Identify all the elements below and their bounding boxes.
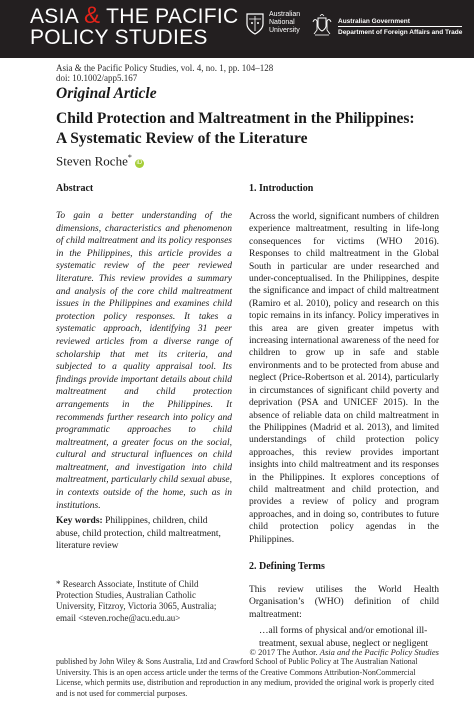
citation-doi: doi: 10.1002/app5.167	[56, 73, 138, 83]
anu-wordmark	[269, 11, 300, 35]
left-column	[56, 183, 232, 553]
department-name: Department of Foreign Affairs and Trade	[338, 26, 462, 37]
author-footnote-marker: *	[127, 153, 132, 162]
defining-terms-heading: 2. Defining Terms	[249, 560, 325, 572]
anu-wordmark-line: National	[269, 19, 295, 26]
abstract-heading: Abstract	[56, 183, 94, 194]
author-footnote: * Research Associate, Institute of Child Protection Studies, Australian Catholic University, Fitzroy, Victoria 3065, Australia; email <steven.roche@acu.edu.au>	[56, 579, 217, 623]
coat-of-arms-icon	[311, 14, 333, 38]
citation-journal: Asia & the Pacific Policy Studies, vol. 4, no. 1, pp. 104–128	[56, 63, 274, 73]
anu-wordmark-line: Australian	[269, 11, 301, 18]
copyright-prefix: © 2017 The Author.	[249, 647, 320, 657]
copyright-line	[249, 647, 439, 657]
journal-banner	[0, 0, 474, 58]
australian-government-logo	[311, 14, 461, 46]
anu-crest-icon	[246, 13, 264, 35]
article-title	[56, 109, 415, 149]
author	[56, 153, 144, 169]
abstract-text: To gain a better understanding of the dimensions, characteristics and phenomenon of child maltreatment and its policy responses in the Philippines, this article provides a systematic review of the peer reviewed literature. This review provides a summary and analysis of the core child maltreatment issues in the Philippines and examines child protection policy responses. It takes a systematic approach, identifying 31 peer reviewed articles from a diverse range of scholarship that met its criteria, and subjected to a quality appraisal tool. Its findings provide important details about child maltreatment and child protection arrangements in the Philippines. It recommends further research into policy and programmatic approaches to child maltreatment, a greater focus on the social, cultural and structural influences on child maltreatment, and investigation into child maltreatment, particularly child sexual abuse, in contexts outside of the home, such as in institutions.	[56, 211, 232, 511]
defining-terms-text: This review utilises the World Health Organisation’s (WHO) definition of child maltreatment:	[249, 584, 439, 620]
journal-name-logo	[30, 2, 239, 49]
copyright-journal: Asia and the Pacific Policy Studies	[319, 647, 439, 657]
journal-name-line2: POLICY STUDIES	[30, 26, 208, 49]
keywords-list: Philippines, children, child abuse, child protection, child maltreatment, literature review	[56, 516, 221, 552]
publisher-license: published by John Wiley & Sons Australia, Ltd and Crawford School of Public Policy at The Australian National University. This is an open access article under the terms of the Creative Commons Attribution-NonCommercial License, which permits use, distribution and reproduction in any medium, provided the original work is properly cited and is not used for commercial purposes.	[56, 657, 434, 698]
title-line: Child Protection and Maltreatment in the Philippines:	[56, 110, 415, 127]
anu-wordmark-line: University	[269, 27, 300, 34]
definition-quote: …all forms of physical and/or emotional ill-treatment, sexual abuse, neglect or negligent	[259, 626, 429, 649]
ampersand: &	[84, 2, 101, 29]
article-type: Original Article	[56, 85, 157, 102]
anu-logo	[246, 11, 306, 47]
government-wordmark	[338, 17, 462, 37]
journal-name-part: THE PACIFIC	[100, 5, 239, 28]
keywords-label: Key words:	[56, 516, 103, 527]
introduction-heading: 1. Introduction	[249, 183, 314, 194]
journal-name-part: ASIA	[30, 5, 85, 28]
right-column	[249, 183, 439, 650]
introduction-text: Across the world, significant numbers of children experience maltreatment, resulting in life-long consequences for victims (WHO 2016). Responses to child maltreatment in the Global South in particular are under researched and under-conceptualised. In the Philippines, despite the significance and impact of child maltreatment (Ramiro et al. 2010), policy and research on this topic remains in its infancy. Policy imperatives in this area are given greater impetus with increasing international awareness of the need for children to grow up in safe and stable environments and to be protected from abuse and neglect (Price-Robertson et al. 2014), particularly in circumstances of significant child poverty and deprivation (PSA and UNICEF 2015). In the absence of reliable data on child maltreatment in the Philippines (Madrid et al. 2013), and limited understandings of child protection policy approaches, this review provides important insights into child maltreatment and its responses in the Philippines. It explores conceptions of child maltreatment and child protection, and provides a review of policy and program approaches, and in doing so, contributes to future child protection policy agendas in the Philippines.	[249, 212, 439, 545]
title-line: A Systematic Review of the Literature	[56, 130, 308, 147]
keywords	[56, 515, 232, 553]
orcid-icon[interactable]: iD	[136, 160, 143, 167]
government-name: Australian Government	[338, 18, 410, 25]
citation	[56, 63, 273, 83]
author-name: Steven Roche	[56, 153, 128, 169]
